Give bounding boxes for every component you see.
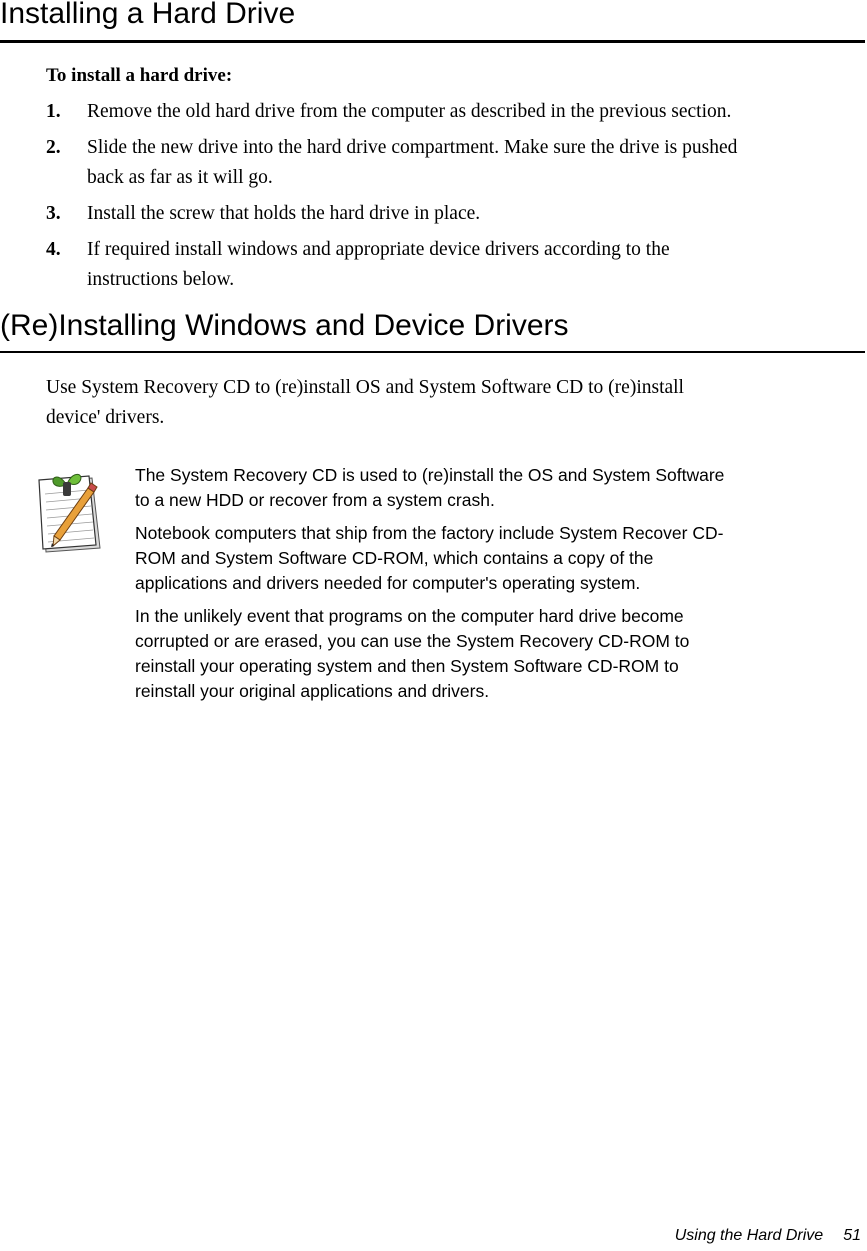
intro-paragraph xyxy=(46,373,684,433)
step-text-line: instructions below. xyxy=(87,269,235,290)
section-rule xyxy=(0,351,865,353)
step-number: 4. xyxy=(46,239,61,260)
title-rule xyxy=(0,40,865,43)
step-item xyxy=(0,133,867,193)
note-pencil-icon xyxy=(36,468,102,554)
step-text-line: Remove the old hard drive from the computer as described in the previous section. xyxy=(87,101,732,122)
note-line: The System Recovery CD is used to (re)install the OS and System Software xyxy=(135,465,725,485)
note-box xyxy=(135,463,860,712)
step-item xyxy=(0,235,867,295)
step-item xyxy=(0,199,867,229)
note-line: ROM and System Software CD-ROM, which contains a copy of the xyxy=(135,548,654,568)
procedure-lead: To install a hard drive: xyxy=(46,65,233,86)
intro-line: device' drivers. xyxy=(46,407,165,428)
note-line: reinstall your original applications and drivers. xyxy=(135,681,490,701)
note-paragraph xyxy=(135,604,860,704)
note-line: to a new HDD or recover from a system crash. xyxy=(135,490,495,510)
note-line: reinstall your operating system and then System Software CD-ROM to xyxy=(135,656,679,676)
install-steps-list xyxy=(0,97,867,301)
note-paragraph xyxy=(135,463,860,513)
step-text-line: If required install windows and appropriate device drivers according to the xyxy=(87,239,670,260)
step-text-line: Install the screw that holds the hard drive in place. xyxy=(87,203,481,224)
note-line: Notebook computers that ship from the factory include System Recover CD- xyxy=(135,523,724,543)
step-number: 2. xyxy=(46,137,61,158)
note-paragraph xyxy=(135,521,860,596)
step-item xyxy=(0,97,867,127)
note-line: corrupted or are erased, you can use the System Recovery CD-ROM to xyxy=(135,631,690,651)
step-text-line: back as far as it will go. xyxy=(87,167,273,188)
section-title-reinstalling: (Re)Installing Windows and Device Drivers xyxy=(0,309,569,342)
step-number: 3. xyxy=(46,203,61,224)
step-number: 1. xyxy=(46,101,61,122)
note-line: applications and drivers needed for computer's operating system. xyxy=(135,573,641,593)
intro-line: Use System Recovery CD to (re)install OS and System Software CD to (re)install xyxy=(46,377,684,398)
page-number: 51 xyxy=(843,1227,861,1244)
note-line: In the unlikely event that programs on the computer hard drive become xyxy=(135,606,684,626)
page-footer xyxy=(675,1226,861,1246)
footer-section-title: Using the Hard Drive xyxy=(674,1227,824,1244)
section-title-installing: Installing a Hard Drive xyxy=(0,0,296,30)
step-text-line: Slide the new drive into the hard drive compartment. Make sure the drive is pushed xyxy=(87,137,738,158)
